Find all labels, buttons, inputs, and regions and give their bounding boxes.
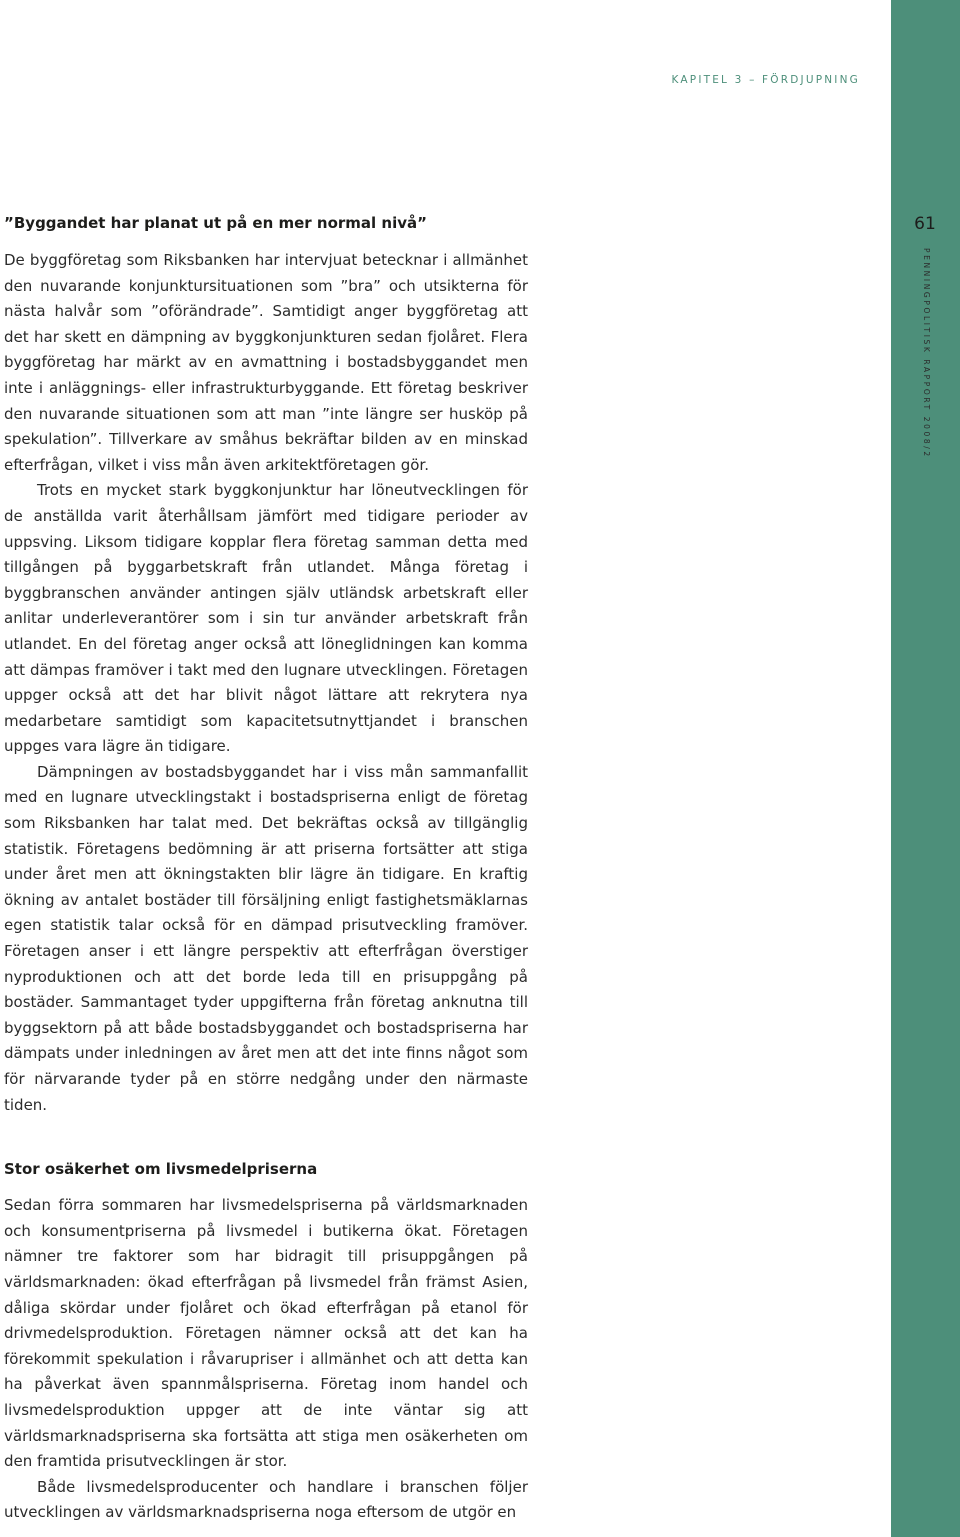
article-body: [4, 210, 528, 1526]
section-food-prices: [4, 1156, 528, 1526]
paragraph: Både livsmedelsproducenter och handlare i branschen följer utvecklingen av världsmarknadspriserna noga eftersom de utgör en: [4, 1477, 528, 1522]
section-heading: ”Byggandet har planat ut på en mer normal nivå”: [4, 214, 427, 232]
page-number: 61: [914, 214, 936, 234]
paragraph: Sedan förra sommaren har livsmedelspriserna på världsmarknaden och konsumentpriserna på livsmedel i butikerna ökat. Företagen nämner tre faktorer som har bidragit till prisuppgången på världsmarknaden: ökad efterfrågan på livsmedel från främst Asien, dåliga skördar under fjolåret och ökad efterfrågan på etanol för drivmedelsproduktion. Företagen nämner också att det kan ha förekommit spekulation i råvarupriser i allmänhet och att detta kan ha påverkat även spannmålspriserna. Företag inom handel och livsmedelsproduktion uppger att de inte väntar sig att världsmarknadspriserna ska fortsätta att stiga men osäkerheten om den framtida prisutvecklingen är stor.: [4, 1196, 528, 1471]
report-side-label: PENNINGPOLITISK RAPPORT 2008/2: [922, 248, 931, 459]
section-construction: [4, 210, 528, 1118]
section-heading: Stor osäkerhet om livsmedelpriserna: [4, 1160, 318, 1179]
paragraph: De byggföretag som Riksbanken har intervjuat betecknar i allmänhet den nuvarande konjunktursituationen som ”bra” och utsikterna för nästa halvår som ”oförändrade”. Samtidigt anger byggföretag att det har skett en dämpning av byggkonjunkturen sedan fjolåret. Flera byggföretag har märkt av en avmattning i bostadsbyggandet men inte i anläggnings- eller infrastrukturbyggande. Ett företag beskriver den nuvarande situationen som att man ”inte längre ser husköp på spekulation”. Tillverkare av småhus bekräftar bilden av en minskad efterfrågan, vilket i viss mån även arkitektföretagen gör.: [4, 251, 528, 474]
paragraph: Dämpningen av bostadsbyggandet har i viss mån sammanfallit med en lugnare utvecklingstakt i bostadspriserna enligt de företag som Riksbanken har talat med. Det bekräftas också av tillgänglig statistik. Företagens bedömning är att priserna fortsätter att stiga under året men att ökningstakten blir lägre än tidigare. En kraftig ökning av antalet bostäder till försäljning enligt fastighetsmäklarnas egen statistik talar också för en dämpad prisutveckling framöver. Företagen anser i ett längre perspektiv att efterfrågan överstiger nyproduktionen och att det borde leda till en prisuppgång på bostäder. Sammantaget tyder uppgifterna från företag anknutna till byggsektorn på att både bostadsbyggandet och bostadspriserna har dämpats under inledningen av året men att det inte finns något som för närvarande tyder på en större nedgång under den närmaste tiden.: [4, 762, 528, 1114]
chapter-header: KAPITEL 3 – FÖRDJUPNING: [671, 74, 860, 86]
paragraph: Trots en mycket stark byggkonjunktur har löneutvecklingen för de anställda varit återhållsam jämfört med tidigare perioder av uppsving. Liksom tidigare kopplar flera företag samman detta med tillgången på byggarbetskraft från utlandet. Många företag i byggbranschen använder antingen själv utländsk arbetskraft eller anlitar underleverantörer som i sin tur använder arbetskraft från utlandet. En del företag anger också att löneglidningen kan komma att dämpas framöver i takt med den lugnare utvecklingen. Företagen uppger också att det har blivit något lättare att rekrytera nya medarbetare samtidigt som kapacitetsutnyttjandet i branschen uppges vara lägre än tidigare.: [4, 481, 528, 756]
